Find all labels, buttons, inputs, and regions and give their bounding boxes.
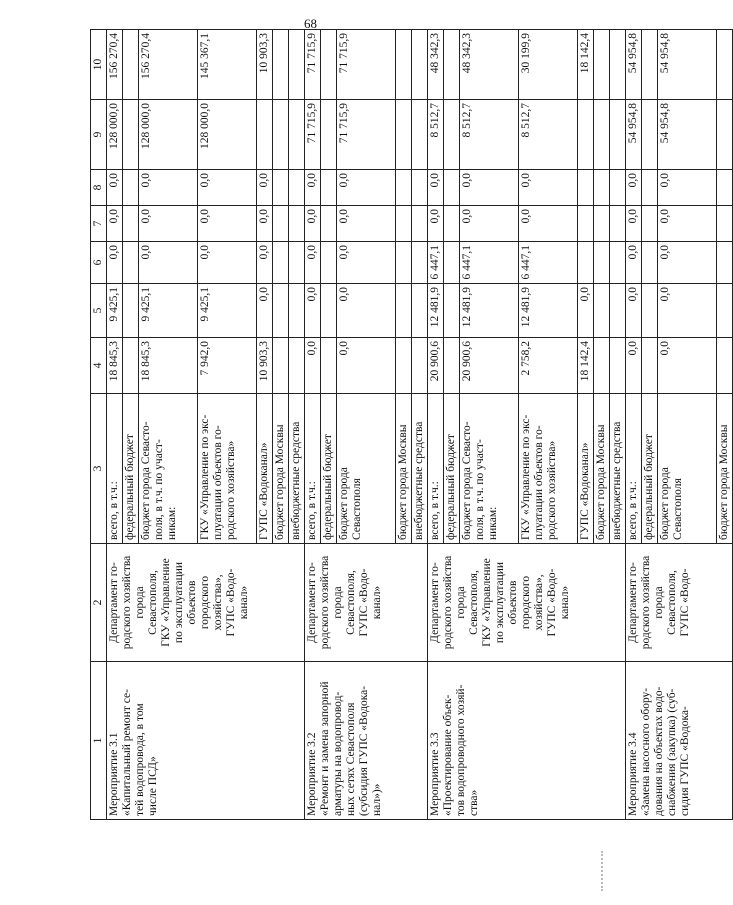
amount-cell: 145 367,1 [198, 30, 257, 100]
funding-source: бюджет города Москвы [717, 394, 733, 544]
amount-cell: 54 954,8 [626, 100, 642, 170]
amount-cell: 0,0 [626, 338, 642, 394]
amount-cell [412, 100, 428, 170]
amount-cell [444, 170, 460, 206]
funding-source: ГКУ «Управление по экс- плуатации объектов го- родского хозяйства» [519, 394, 578, 544]
amount-cell [594, 100, 610, 170]
amount-cell [610, 338, 626, 394]
amount-cell [396, 30, 412, 100]
amount-cell: 0,0 [428, 206, 444, 242]
amount-cell: 18 142,4 [578, 30, 594, 100]
amount-cell: 20 900,6 [460, 338, 519, 394]
amount-cell: 0,0 [139, 242, 198, 284]
amount-cell [289, 170, 305, 206]
amount-cell [321, 170, 337, 206]
amount-cell: 0,0 [337, 338, 396, 394]
amount-cell [610, 242, 626, 284]
amount-cell: 0,0 [337, 170, 396, 206]
amount-cell: 0,0 [305, 206, 321, 242]
funding-source: ГКУ «Управление по экс- плуатации объектов го- родского хозяйства» [198, 394, 257, 544]
funding-source: федеральный бюджет [321, 394, 337, 544]
funding-source: бюджет города Севастополя [337, 394, 396, 544]
amount-cell [717, 100, 733, 170]
amount-cell: 12 481,9 [460, 284, 519, 338]
amount-cell [396, 206, 412, 242]
amount-cell [717, 30, 733, 100]
amount-cell: 10 903,3 [257, 30, 273, 100]
amount-cell: 2 758,2 [519, 338, 578, 394]
amount-cell: 30 199,9 [519, 30, 578, 100]
amount-cell [123, 100, 139, 170]
amount-cell [396, 338, 412, 394]
amount-cell [321, 100, 337, 170]
amount-cell [594, 242, 610, 284]
amount-cell: 6 447,1 [428, 242, 444, 284]
amount-cell [578, 242, 594, 284]
amount-cell [321, 242, 337, 284]
amount-cell [717, 206, 733, 242]
column-header: 6 [91, 242, 107, 284]
column-header: 2 [91, 544, 107, 662]
amount-cell: 8 512,7 [428, 100, 444, 170]
amount-cell: 0,0 [257, 206, 273, 242]
amount-cell [321, 338, 337, 394]
amount-cell: 0,0 [198, 206, 257, 242]
amount-cell: 0,0 [658, 338, 717, 394]
header-row [91, 30, 107, 820]
amount-cell: 0,0 [337, 284, 396, 338]
amount-cell: 0,0 [658, 284, 717, 338]
amount-cell: 48 342,3 [460, 30, 519, 100]
activity-executor: Департамент го- родского хозяйства города Севастополя, ГКУ «Управление по эксплуатации объектов городского хозяйства», ГУПС «Водо- канал» [107, 544, 305, 662]
amount-cell: 18 845,3 [139, 338, 198, 394]
amount-cell [273, 242, 289, 284]
amount-cell [123, 338, 139, 394]
column-header: 10 [91, 30, 107, 100]
amount-cell: 0,0 [519, 206, 578, 242]
activity-title: Мероприятие 3.1 «Капитальный ремонт се- тей водопровода, в том числе ПСД» [107, 662, 305, 820]
amount-cell: 0,0 [626, 206, 642, 242]
activity-title: Мероприятие 3.3 «Проектирование объек- тов водопроводного хозяй- ства» [428, 662, 626, 820]
amount-cell [396, 242, 412, 284]
table-row [428, 30, 444, 820]
amount-cell: 0,0 [305, 170, 321, 206]
amount-cell [123, 170, 139, 206]
amount-cell: 8 512,7 [460, 100, 519, 170]
amount-cell: 0,0 [257, 284, 273, 338]
amount-cell [273, 206, 289, 242]
budget-table [90, 29, 733, 820]
amount-cell: 18 142,4 [578, 338, 594, 394]
funding-source: федеральный бюджет [123, 394, 139, 544]
funding-source: внебюджетные средства [610, 394, 626, 544]
funding-source: бюджет города Москвы [396, 394, 412, 544]
amount-cell [578, 100, 594, 170]
amount-cell: 0,0 [460, 206, 519, 242]
amount-cell [289, 338, 305, 394]
budget-table-rotated [90, 30, 730, 820]
amount-cell [273, 284, 289, 338]
funding-source: бюджет города Севасто- поля, в т.ч. по участ- никам: [139, 394, 198, 544]
amount-cell: 0,0 [658, 170, 717, 206]
amount-cell [289, 30, 305, 100]
amount-cell: 0,0 [139, 170, 198, 206]
amount-cell: 0,0 [337, 206, 396, 242]
amount-cell [610, 30, 626, 100]
amount-cell [594, 284, 610, 338]
funding-source: бюджет города Москвы [273, 394, 289, 544]
amount-cell: 0,0 [305, 338, 321, 394]
amount-cell [717, 284, 733, 338]
amount-cell [412, 242, 428, 284]
amount-cell: 128 000,0 [139, 100, 198, 170]
amount-cell [717, 338, 733, 394]
amount-cell [273, 170, 289, 206]
amount-cell [610, 170, 626, 206]
amount-cell: 0,0 [305, 242, 321, 284]
column-header: 4 [91, 338, 107, 394]
amount-cell: 48 342,3 [428, 30, 444, 100]
amount-cell: 6 447,1 [460, 242, 519, 284]
amount-cell [610, 100, 626, 170]
amount-cell [717, 242, 733, 284]
amount-cell: 0,0 [626, 170, 642, 206]
column-header: 9 [91, 100, 107, 170]
amount-cell: 0,0 [107, 170, 123, 206]
amount-cell: 0,0 [257, 170, 273, 206]
page-number: 68 [304, 16, 317, 31]
amount-cell: 0,0 [107, 242, 123, 284]
amount-cell: 9 425,1 [139, 284, 198, 338]
amount-cell [289, 242, 305, 284]
activity-title: Мероприятие 3.2 «Ремонт и замена запорной арматуры на водопровод- ных сетях Севастополя (субсидия ГУПС «Водока- нал»)» [305, 662, 428, 820]
activity-title: Мероприятие 3.4 «Замена насосного обору- дования на объектах водо- снабжения (закупка) (суб- сидия ГУПС «Водока- [626, 662, 733, 820]
amount-cell [444, 100, 460, 170]
amount-cell [717, 170, 733, 206]
amount-cell [321, 206, 337, 242]
amount-cell: 12 481,9 [428, 284, 444, 338]
amount-cell [412, 206, 428, 242]
amount-cell: 0,0 [626, 284, 642, 338]
amount-cell [412, 30, 428, 100]
amount-cell [444, 284, 460, 338]
funding-source: ГУПС «Водоканал» [257, 394, 273, 544]
amount-cell [610, 206, 626, 242]
amount-cell [396, 170, 412, 206]
amount-cell [642, 284, 658, 338]
amount-cell [642, 242, 658, 284]
funding-source: бюджет города Москвы [594, 394, 610, 544]
amount-cell [412, 284, 428, 338]
amount-cell: 8 512,7 [519, 100, 578, 170]
funding-source: ГУПС «Водоканал» [578, 394, 594, 544]
amount-cell [273, 338, 289, 394]
amount-cell: 54 954,8 [626, 30, 642, 100]
amount-cell [123, 30, 139, 100]
amount-cell: 0,0 [519, 170, 578, 206]
amount-cell: 0,0 [107, 206, 123, 242]
amount-cell: 0,0 [198, 170, 257, 206]
table-row [626, 30, 642, 820]
amount-cell [594, 30, 610, 100]
amount-cell: 156 270,4 [139, 30, 198, 100]
amount-cell: 7 942,0 [198, 338, 257, 394]
amount-cell [578, 206, 594, 242]
amount-cell: 71 715,9 [305, 30, 321, 100]
amount-cell [594, 338, 610, 394]
amount-cell: 0,0 [578, 284, 594, 338]
amount-cell: 71 715,9 [305, 100, 321, 170]
margin-mark [601, 851, 609, 891]
amount-cell [642, 170, 658, 206]
funding-source: всего, в т.ч.: [305, 394, 321, 544]
amount-cell [412, 338, 428, 394]
amount-cell [642, 30, 658, 100]
amount-cell: 54 954,8 [658, 30, 717, 100]
amount-cell [257, 100, 273, 170]
amount-cell: 6 447,1 [519, 242, 578, 284]
amount-cell [642, 338, 658, 394]
amount-cell: 0,0 [460, 170, 519, 206]
amount-cell: 0,0 [305, 284, 321, 338]
amount-cell: 20 900,6 [428, 338, 444, 394]
amount-cell [289, 206, 305, 242]
amount-cell: 0,0 [658, 242, 717, 284]
funding-source: федеральный бюджет [642, 394, 658, 544]
column-header: 3 [91, 394, 107, 544]
amount-cell: 12 481,9 [519, 284, 578, 338]
amount-cell: 18 845,3 [107, 338, 123, 394]
funding-source: всего, в т.ч.: [107, 394, 123, 544]
column-header: 7 [91, 206, 107, 242]
column-header: 8 [91, 170, 107, 206]
amount-cell: 71 715,9 [337, 30, 396, 100]
amount-cell [412, 170, 428, 206]
amount-cell: 0,0 [658, 206, 717, 242]
amount-cell: 9 425,1 [198, 284, 257, 338]
amount-cell [123, 284, 139, 338]
funding-source: всего, в т.ч.: [428, 394, 444, 544]
amount-cell [321, 30, 337, 100]
amount-cell [444, 206, 460, 242]
amount-cell: 0,0 [337, 242, 396, 284]
amount-cell [642, 100, 658, 170]
amount-cell: 71 715,9 [337, 100, 396, 170]
amount-cell [594, 206, 610, 242]
amount-cell: 9 425,1 [107, 284, 123, 338]
amount-cell: 0,0 [198, 242, 257, 284]
funding-source: бюджет города Севасто- поля, в т.ч. по участ- никам: [460, 394, 519, 544]
funding-source: внебюджетные средства [289, 394, 305, 544]
amount-cell: 54 954,8 [658, 100, 717, 170]
amount-cell: 0,0 [626, 242, 642, 284]
activity-executor: Департамент го- родского хозяйства города Севастополя, ГУПС «Водо- канал» [305, 544, 428, 662]
amount-cell: 0,0 [257, 242, 273, 284]
amount-cell [123, 206, 139, 242]
funding-source: бюджет города Севастополя [658, 394, 717, 544]
amount-cell [321, 284, 337, 338]
activity-executor: Департамент го- родского хозяйства города Севастополя, ГКУ «Управление по эксплуатации объектов городского хозяйства», ГУПС «Водо- канал» [428, 544, 626, 662]
amount-cell [123, 242, 139, 284]
table-row [107, 30, 123, 820]
funding-source: всего, в т.ч.: [626, 394, 642, 544]
funding-source: федеральный бюджет [444, 394, 460, 544]
amount-cell: 0,0 [428, 170, 444, 206]
amount-cell [444, 30, 460, 100]
amount-cell [273, 100, 289, 170]
amount-cell: 0,0 [139, 206, 198, 242]
amount-cell [642, 206, 658, 242]
funding-source: внебюджетные средства [412, 394, 428, 544]
amount-cell: 128 000,0 [198, 100, 257, 170]
amount-cell: 156 270,4 [107, 30, 123, 100]
amount-cell [289, 100, 305, 170]
activity-executor: Департамент го- родского хозяйства города Севастополя, ГУПС «Водо- [626, 544, 733, 662]
amount-cell [273, 30, 289, 100]
amount-cell [594, 170, 610, 206]
table-row [305, 30, 321, 820]
amount-cell: 128 000,0 [107, 100, 123, 170]
amount-cell [289, 284, 305, 338]
amount-cell [396, 284, 412, 338]
amount-cell [578, 170, 594, 206]
amount-cell [444, 338, 460, 394]
amount-cell: 10 903,3 [257, 338, 273, 394]
column-header: 5 [91, 284, 107, 338]
amount-cell [610, 284, 626, 338]
amount-cell [396, 100, 412, 170]
column-header: 1 [91, 662, 107, 820]
amount-cell [444, 242, 460, 284]
